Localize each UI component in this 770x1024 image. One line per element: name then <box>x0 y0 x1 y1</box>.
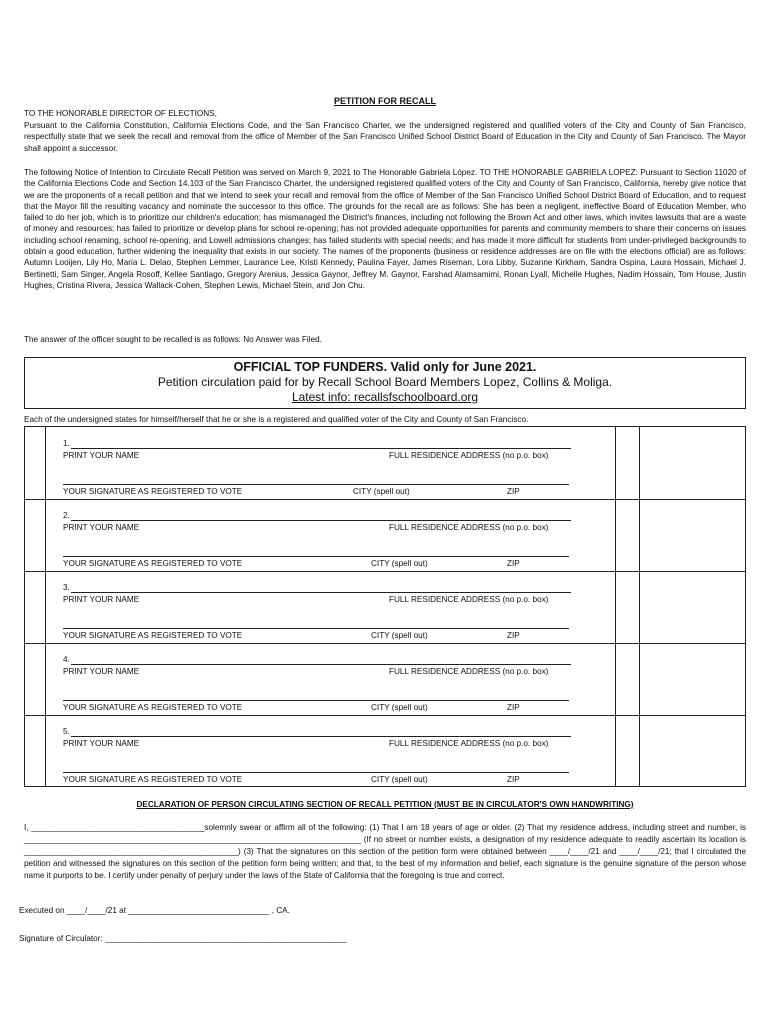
city-label: CITY (spell out) <box>371 631 428 640</box>
row-number: 4. <box>63 655 70 664</box>
city-label: CITY (spell out) <box>353 487 410 496</box>
zip-label: ZIP <box>507 631 520 640</box>
signature-row[interactable] <box>25 571 745 644</box>
declaration-body[interactable]: I, ______________________________________solemnly swear or affirm all of the following: (1) That I am 18 years of age or older. (2) That my residence address, including street and number, is __________________________________________________________________________ (If no street or number exists, a designation of my residence adequate to readily ascertain its location is _______________________________________________) (3) That the signatures on this section of the petition form were obtained between ____/____/21 and ____/____/21; that I circulated the petition and witnessed the signatures on this section of the petition form being written; and that, to the best of my information and belief, each signature is the genuine signature of the person whose name it purports to be. I certify under penalty of perjury under the laws of the State of California that the foregoing is true and correct. <box>24 823 746 880</box>
name-address-line[interactable] <box>71 448 571 449</box>
signature-label: YOUR SIGNATURE AS REGISTERED TO VOTE <box>63 775 243 784</box>
address-label: FULL RESIDENCE ADDRESS (no p.o. box) <box>389 523 549 532</box>
funders-link[interactable]: Latest info: recallsfschoolboard.org <box>291 390 479 404</box>
declaration-title: DECLARATION OF PERSON CIRCULATING SECTION OF RECALL PETITION (MUST BE IN CIRCULATOR'S OWN HANDWRITING) <box>136 800 634 809</box>
signature-row[interactable] <box>25 643 745 716</box>
city-label: CITY (spell out) <box>371 703 428 712</box>
signature-label: YOUR SIGNATURE AS REGISTERED TO VOTE <box>63 703 243 712</box>
signature-label: YOUR SIGNATURE AS REGISTERED TO VOTE <box>63 631 243 640</box>
funders-box <box>24 357 746 409</box>
address-label: FULL RESIDENCE ADDRESS (no p.o. box) <box>389 739 549 748</box>
name-address-line[interactable] <box>71 520 571 521</box>
notice-paragraph: The following Notice of Intention to Circulate Recall Petition was served on March 9, 2021 to The Honorable Gabriela López. TO THE HONORABLE GABRIELA LOPEZ: Pursuant to Section 11020 of the California Elections Code and Section 14.103 of the San Francisco Charter, the undersigned registered qualified voters of the City and County of San Francisco, California, hereby give notice that we are the proponents of a recall petition and that we intend to seek your recall and removal from the office of Member of the San Francisco Unified School District Board of Education, and to request that the Mayor fill the resulting vacancy and nominate the successor to this office. The grounds for the recall are as follows: She has been a negligent, ineffective Board of Education Member, who failed to do her job, which is to prioritize our children's education; has mismanaged the District's finances, including not following the Brown Act and other laws, which invites lawsuits that are a waste of money and resources; has failed to prioritize or develop plans for school re-opening; has not provided adequate opportunities for parents and community members to share their concerns on issues including school renaming, school re-opening, and Lowell admissions changes; has failed students with special needs; and has made it more difficult for students from under-privileged backgrounds to obtain a good education, further widening the inequality that exists in our society. The names of the proponents (business or residence addresses are on file with the elections official) are as follows: Autumn Looijen, Lily Ho, Maria L. Delao, Stephen Lemmer, Laurance Lee, Kristi Kennedy, Paulina Fayer, James Riseman, Lora Libby, Suzanne Kirkham, Sandra Ospina, Laura Hossain, Michael J. Bertinetti, Sam Singer, Angela Rosoff, Kellee Santiago, Gregory Arenius, Jessica Gaynor, Jeffrey M. Gaynor, Farshad Alamsamimi, Ronan Lyall, Michelle Hughes, Nadim Hossain, Tom House, Justin Hughes, Cristina Rivera, Jessica Wallack-Cohen, Stephen Lewis, Michael Stein, and Jon Chu. <box>24 168 746 290</box>
intro-paragraph: Pursuant to the California Constitution, California Elections Code, and the San Francisco Charter, we the undersigned registered and qualified voters of the City and County of San Francisco, respectfully state that we seek the recall and removal from the office of Member of the San Francisco Unified School District Board of Education in the City and County of San Francisco. The Mayor shall appoint a successor. <box>24 121 746 153</box>
page-title: PETITION FOR RECALL <box>334 96 436 106</box>
answer-paragraph: The answer of the officer sought to be recalled is as follows: No Answer was Filed. <box>24 335 322 344</box>
name-address-line[interactable] <box>71 592 571 593</box>
signature-line[interactable] <box>63 484 569 485</box>
executed-line[interactable]: Executed on ____/____/21 at _______________________________ , CA. <box>19 906 290 915</box>
signature-line[interactable] <box>63 772 569 773</box>
print-name-label: PRINT YOUR NAME <box>63 667 140 676</box>
row-number: 2. <box>63 511 70 520</box>
signature-table <box>24 426 746 787</box>
zip-label: ZIP <box>507 559 520 568</box>
voter-statement: Each of the undersigned states for himself/herself that he or she is a registered and qualified voter of the City and County of San Francisco. <box>24 415 529 424</box>
row-number: 3. <box>63 583 70 592</box>
print-name-label: PRINT YOUR NAME <box>63 451 140 460</box>
zip-label: ZIP <box>507 775 520 784</box>
address-label: FULL RESIDENCE ADDRESS (no p.o. box) <box>389 667 549 676</box>
signature-label: YOUR SIGNATURE AS REGISTERED TO VOTE <box>63 559 243 568</box>
addressee: TO THE HONORABLE DIRECTOR OF ELECTIONS, <box>24 109 217 118</box>
name-address-line[interactable] <box>71 736 571 737</box>
funders-paid-by: Petition circulation paid for by Recall School Board Members Lopez, Collins & Moliga. <box>157 375 613 389</box>
signature-row[interactable] <box>25 715 745 787</box>
circulator-signature-line[interactable]: Signature of Circulator: _____________________________________________________ <box>19 934 347 943</box>
signature-line[interactable] <box>63 628 569 629</box>
row-number: 5. <box>63 727 70 736</box>
print-name-label: PRINT YOUR NAME <box>63 595 140 604</box>
row-number: 1. <box>63 439 70 448</box>
signature-label: YOUR SIGNATURE AS REGISTERED TO VOTE <box>63 487 243 496</box>
print-name-label: PRINT YOUR NAME <box>63 739 140 748</box>
signature-row[interactable] <box>25 499 745 572</box>
zip-label: ZIP <box>507 703 520 712</box>
city-label: CITY (spell out) <box>371 775 428 784</box>
address-label: FULL RESIDENCE ADDRESS (no p.o. box) <box>389 595 549 604</box>
city-label: CITY (spell out) <box>371 559 428 568</box>
signature-line[interactable] <box>63 556 569 557</box>
name-address-line[interactable] <box>71 664 571 665</box>
print-name-label: PRINT YOUR NAME <box>63 523 140 532</box>
signature-line[interactable] <box>63 700 569 701</box>
signature-row[interactable] <box>25 427 745 500</box>
address-label: FULL RESIDENCE ADDRESS (no p.o. box) <box>389 451 549 460</box>
zip-label: ZIP <box>507 487 520 496</box>
funders-heading: OFFICIAL TOP FUNDERS. Valid only for June 2021. <box>233 360 537 374</box>
